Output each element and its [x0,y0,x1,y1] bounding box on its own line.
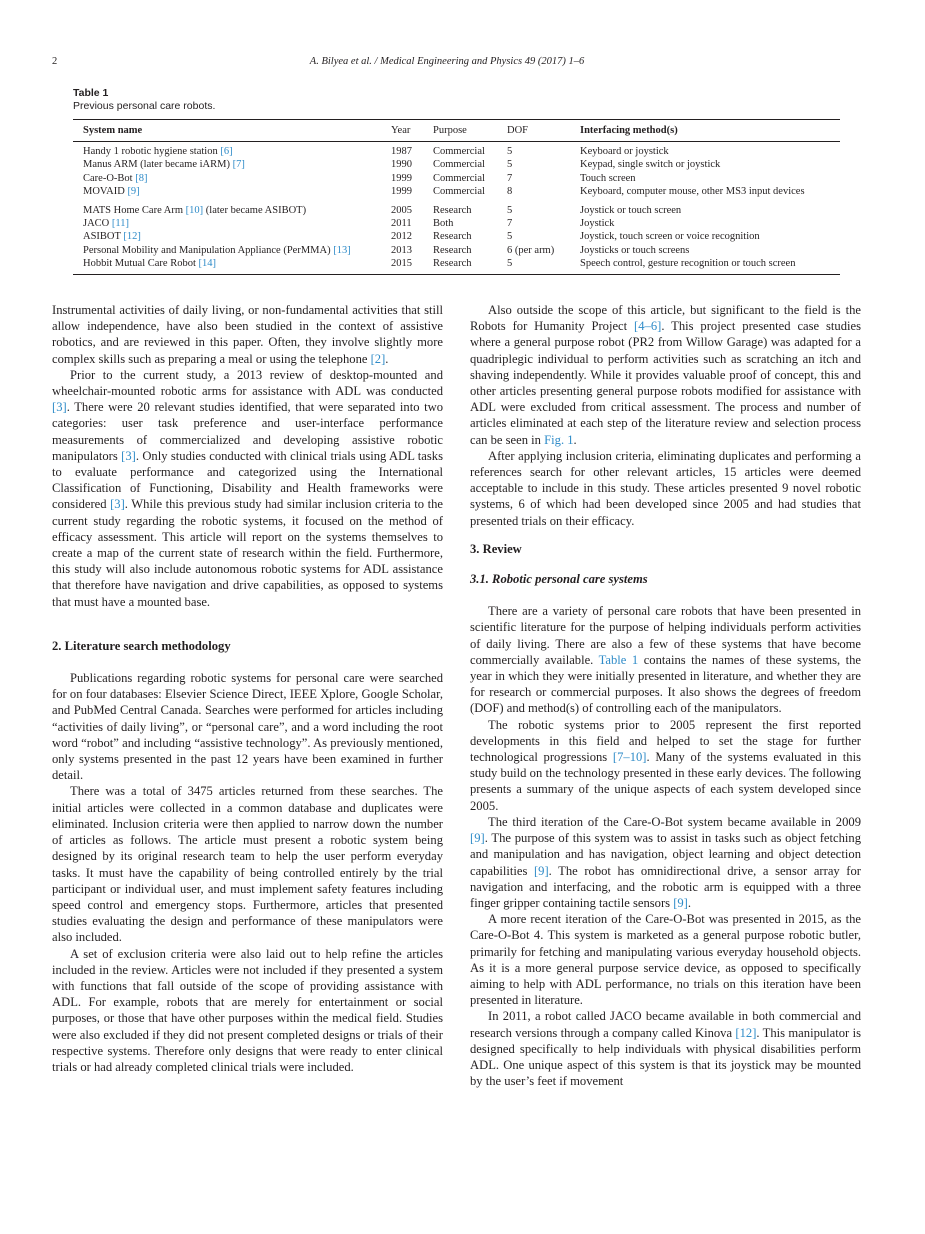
cell-system-name: JACO [11] [83,218,129,230]
cell-dof: 5 [507,258,513,270]
citation-link[interactable]: [9] [673,895,688,910]
paragraph: A more recent iteration of the Care-O-Bot was presented in 2015, as the Care-O-Bot 4. This system is marketed as a general purpose robotic butler, primarily for fetching and manipulating various everyday household objects. As it is a more general purpose service device, as opposed to specifically aiming to help with ADL performance, no trials on this iteration have been presented in literature. [470,912,861,1008]
cell-dof: 5 [507,159,513,171]
robots-table [73,119,840,275]
cell-dof: 5 [507,146,513,157]
cell-method: Keyboard, computer mouse, other MS3 input devices [580,186,805,198]
left-column [52,302,443,1075]
cell-method: Keyboard or joystick [580,146,669,157]
journal-citation-line: A. Bilyea et al. / Medical Engineering and Physics 49 (2017) 1–6 [309,56,585,67]
col-header-year: Year [391,125,411,136]
citation-link[interactable]: [3] [110,497,125,512]
paragraph: Prior to the current study, a 2013 review of desktop-mounted and wheelchair-mounted robotic arms for assistance with ADL was conducted [3]. There were 20 relevant studies identified, that were separated into two categories: user task preference and user-interface performance measurements of commercialized and developing assistive robotic manipulators [3]. Only studies conducted with clinical trials using ADL tasks to evaluate performance and categorized using the International Classification of Functioning, Disability and Health frameworks were considered [3]. While this previous study had similar inclusion criteria to the current study regarding the robotic systems, it focused on the method of efficacy assessment. This article will report on the systems themselves to create a map of the current state of research within the field. Furthermore, this study will also include autonomous robotic systems for ADL assistance that therefore have navigation and drive capabilities, as opposed to systems that must have a mounted base. [52,367,443,609]
citation-link[interactable]: [3] [121,448,136,463]
table-row [73,230,840,243]
col-header-system-name: System name [83,125,143,136]
cell-year: 2015 [391,258,412,270]
table-1 [73,87,840,275]
cell-system-name: Care-O-Bot [8] [83,172,148,184]
col-header-purpose: Purpose [433,125,467,136]
cell-purpose: Research [433,231,472,243]
cell-system-name: Handy 1 robotic hygiene station [6] [83,146,233,157]
table-row [73,257,840,274]
table-row [73,199,840,217]
cell-dof: 5 [507,231,513,243]
cell-year: 1999 [391,172,412,184]
citation-link[interactable]: [10] [185,204,204,216]
citation-link[interactable]: [7–10] [612,750,647,765]
cell-purpose: Research [433,258,472,270]
paragraph: There are a variety of personal care robots that have been presented in scientific literature for the purpose of helping individuals perform activities of daily living. There are also a few of these systems that have become commercially available. Table 1 contains the names of these systems, the year in which they were initially presented in literature, and whether they are for research or commercial purposes. It also shows the degrees of freedom (DOF) and method(s) of controlling each of the manipulators. [470,604,862,716]
cell-purpose: Both [433,218,454,230]
cell-year: 1999 [391,186,412,198]
citation-link[interactable]: [14] [198,258,216,270]
table-label: Table 1 [73,87,109,99]
cell-method: Joystick, touch screen or voice recognition [580,231,760,243]
citation-link[interactable]: [3] [52,400,67,415]
subsection-heading: 3.1. Robotic personal care systems [470,572,648,587]
citation-link[interactable]: [13] [333,244,351,256]
cell-system-name: Manus ARM (later became iARM) [7] [83,159,245,171]
citation-link[interactable]: [4–6] [634,319,662,334]
right-column [470,302,861,1089]
paragraph: Also outside the scope of this article, but significant to the field is the Robots for Humanity Project [4–6]. This project presented case studies where a general purpose robot (PR2 from Willow Garage) was adapted for a quadriplegic individual to perform activities such as scratching an itch and shaving independently. While it provides valuable proof of concept, this and other articles presenting general purpose robots modified for assistance with ADL were excluded from critical assessment. The process and number of articles eliminated at each step of the literature review and selection process can be seen in Fig. 1. [470,303,861,447]
table-row [73,217,840,230]
cell-dof: 8 [507,186,513,198]
paragraph: There was a total of 3475 articles returned from these searches. The initial articles were collected in a common database and duplicates were eliminated. Inclusion criteria were then applied to narrow down the number of articles as follows. The article must present a robotic system being designed by its original research team to help the user perform everyday tasks. It must have the capability of being controlled entirely by the trial participant or individual user, and must implement safety features including speed control and emergency stops. Furthermore, articles that presented studies evaluating the design and performance of these manipulators were also included. [52,784,443,945]
citation-link[interactable]: [9] [533,863,549,878]
paragraph: A set of exclusion criteria were also laid out to help refine the articles included in the review. Articles were not included if they presented a system with functions that fall outside of the scope of providing assistance with ADL. For example, robots that are merely for entertainment or social purposes, or those that have other purposes within the medical field. Studies were also excluded if they did not present completed designs or trials of their respective systems. Therefore only designs that were ready to enter clinical trials or had already completed clinical trials were included. [52,946,443,1074]
cell-system-name: MATS Home Care Arm [10] (later became ASIBOT) [83,204,307,216]
table-row [73,172,840,185]
paragraph: The robotic systems prior to 2005 represent the first reported developments in this field and helped to set the stage for further technological progressions [7–10]. Many of the systems evaluated in this study build on the technology presented in these early devices. The following presents a summary of the unique aspects of each system developed since 2005. [470,717,861,813]
citation-link[interactable]: [12] [123,231,141,243]
citation-link[interactable]: [8] [135,172,148,184]
running-header [52,56,842,70]
table-row [73,158,840,171]
table-row [73,185,840,198]
paragraph: In 2011, a robot called JACO became available in both commercial and research versions through a company called Kinova [12]. This manipulator is designed specifically to help individuals with physical disabilities perform ADL. One unique aspect of this system is that its joystick may be mounted by the user’s feet if movement [470,1009,861,1089]
cell-year: 2011 [391,218,412,230]
table-row [73,142,840,159]
cell-method: Keypad, single switch or joystick [580,159,721,171]
cell-system-name: Hobbit Mutual Care Robot [14] [83,258,216,270]
cell-purpose: Commercial [433,146,485,157]
cell-year: 2012 [391,231,412,243]
cell-method: Speech control, gesture recognition or touch screen [580,258,796,270]
table-header-row [73,120,840,142]
cell-method: Joystick [580,218,615,230]
col-header-interfacing: Interfacing method(s) [580,125,678,136]
cell-system-name: ASIBOT [12] [83,231,141,243]
cell-year: 1990 [391,159,412,171]
cell-method: Touch screen [580,172,636,184]
section-heading: 3. Review [470,541,522,556]
page-number: 2 [52,56,58,67]
paragraph: After applying inclusion criteria, eliminating duplicates and performing a references search for other relevant articles, 15 articles were deemed acceptable to include in this study. These articles presented 9 novel robotic systems, 6 of which had been developed since 2005 and had studies that presented trials on their efficacy. [470,448,861,528]
table-row [73,244,840,257]
col-header-dof: DOF [507,125,529,136]
cell-purpose: Commercial [433,186,485,198]
citation-link[interactable]: [9] [470,831,485,846]
cell-year: 2005 [391,204,412,216]
cell-method: Joystick or touch screen [580,204,682,216]
cell-method: Joysticks or touch screens [580,244,690,256]
paragraph: The third iteration of the Care-O-Bot system became available in 2009 [9]. The purpose of this system was to assist in tasks such as object fetching and manipulation and has navigation, object learning and object detection capabilities [9]. The robot has omnidirectional drive, a sensor array for navigation and interfacing, and the robotic arm is equipped with a three finger gripper containing tactile sensors [9]. [470,814,861,910]
cell-purpose: Commercial [433,159,485,171]
cell-dof: 6 (per arm) [507,244,555,256]
cell-purpose: Research [433,244,472,256]
cell-year: 2013 [391,244,412,256]
cell-purpose: Research [433,204,472,216]
table-caption: Previous personal care robots. [73,100,216,112]
citation-link[interactable]: [11] [111,218,129,230]
cell-dof: 5 [507,204,513,216]
citation-link[interactable]: [6] [220,146,233,157]
citation-link[interactable]: [2] [370,351,386,366]
paragraph: Instrumental activities of daily living, or non-fundamental activities that still allow independence, have also been studied in the context of assistive robotics, and are reviewed in this paper. Often, they involve slightly more complex skills such as preparing a meal or using the telephone [2]. [52,303,443,366]
citation-link[interactable]: [9] [127,186,140,198]
citation-link[interactable]: [12] [735,1025,757,1040]
cell-system-name: MOVAID [9] [83,186,140,198]
cell-dof: 7 [507,218,513,230]
figure-link[interactable]: Fig. 1 [544,432,574,447]
citation-link[interactable]: [7] [232,159,245,171]
cell-purpose: Commercial [433,172,485,184]
table-link[interactable]: Table 1 [598,652,639,667]
cell-dof: 7 [507,172,513,184]
paragraph: Publications regarding robotic systems for personal care were searched for on four databases: Elsevier Science Direct, IEEE Xplore, Google Scholar, and PubMed Central Canada. Searches were performed for articles including “activities of daily living”, or “personal care”, and a word including the root word “robot” and including “assistive technology”. As previously mentioned, only systems presented in the past 12 years have been examined in further detail. [52,671,443,783]
cell-year: 1987 [391,146,412,157]
section-heading: 2. Literature search methodology [52,638,231,653]
cell-system-name: Personal Mobility and Manipulation Appliance (PerMMA) [13] [83,244,351,256]
